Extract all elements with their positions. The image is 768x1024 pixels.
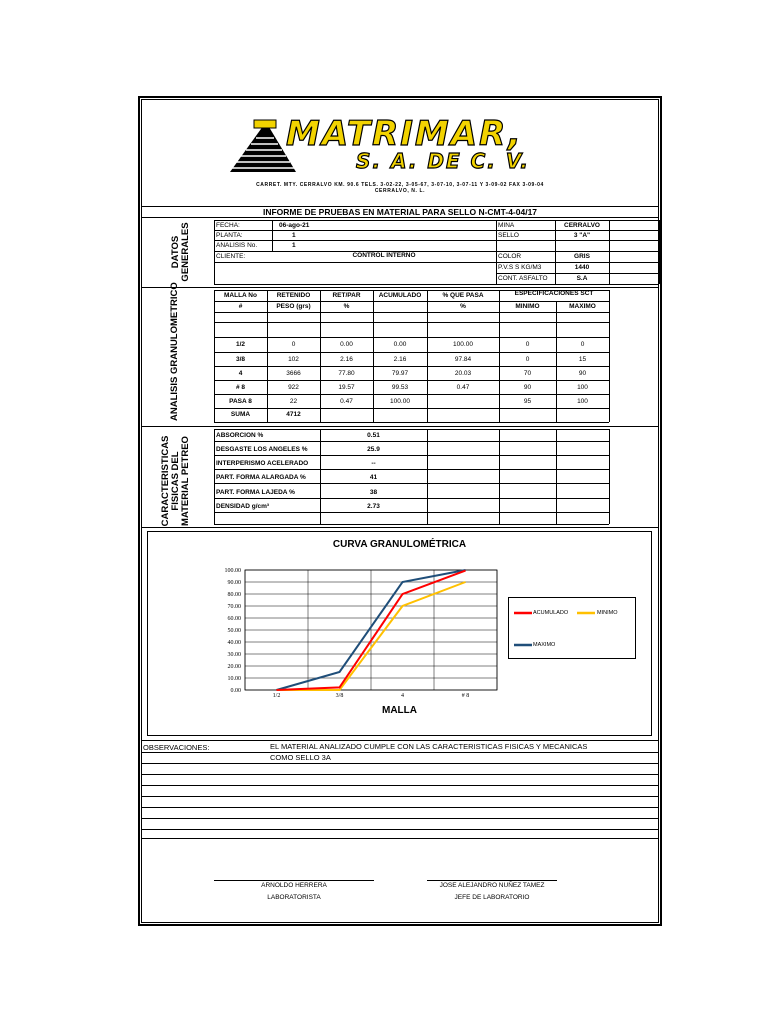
asfalto-value: S.A — [576, 275, 588, 282]
x-tick-label: 4 — [401, 693, 404, 699]
y-tick-label: 60.00 — [227, 616, 241, 622]
legend-minimo: MINIMO — [597, 610, 618, 616]
fisica-label: PART. FORMA ALARGADA % — [216, 474, 306, 481]
gran-cell: 70 — [523, 370, 532, 377]
gran-cell: 0 — [580, 341, 585, 348]
fisica-label: INTERPERISMO ACELERADO — [216, 460, 309, 467]
gran-cell: 0 — [525, 356, 530, 363]
fisicas-label-3: MATERIAL PETREO — [180, 436, 191, 526]
cliente-label: CLIENTE: — [216, 253, 246, 260]
hdr-que-pasa: % QUE PASA — [442, 292, 484, 299]
y-tick-label: 80.00 — [227, 592, 241, 598]
observaciones-line-1: EL MATERIAL ANALIZADO CUMPLE CON LAS CARACTERISTICAS FISICAS Y MECANICAS — [270, 742, 588, 751]
gran-cell: 100.00 — [390, 398, 410, 405]
hdr-retenido: RETENIDO — [276, 292, 311, 299]
hdr-especificaciones: ESPECIFICACIONES SCT — [514, 290, 594, 297]
gran-cell: 0 — [525, 341, 530, 348]
suma-label: SUMA — [230, 411, 251, 418]
hdr-peso: PESO (grs) — [276, 303, 311, 310]
y-tick-label: 10.00 — [227, 676, 241, 682]
y-tick-label: 50.00 — [227, 628, 241, 634]
hdr-acumulado: ACUMULADO — [378, 292, 422, 299]
gran-cell: 22 — [289, 398, 298, 405]
pvss-value: 1440 — [574, 264, 590, 271]
y-tick-label: 20.00 — [227, 664, 241, 670]
signer-1-name: ARNOLDO HERRERA — [261, 882, 327, 889]
fisicas-label-2: FISICAS DEL — [170, 451, 181, 511]
gran-cell: 0 — [291, 341, 296, 348]
gran-cell: 100 — [577, 398, 588, 405]
gran-cell: 3666 — [286, 370, 301, 377]
x-tick-label: 3/8 — [335, 693, 344, 699]
hdr-retpar: RET/PAR — [332, 292, 361, 299]
fisica-value: 25.9 — [367, 446, 380, 453]
observaciones-line-2: COMO SELLO 3A — [270, 753, 331, 762]
fecha-label: FECHA: — [216, 222, 240, 229]
planta-value: 1 — [292, 232, 296, 239]
gran-cell: 0.47 — [456, 384, 470, 391]
gran-cell: 100 — [577, 384, 588, 391]
sello-value: 3 "A" — [573, 232, 591, 239]
company-suffix: S. A. DE C. V. — [356, 149, 530, 173]
address-line-1: CARRET. MTY. CERRALVO KM. 90.6 TELS. 3-02-22, 3-05-67, 3-07-10, 3-07-11 Y 3-09-02 FAX 3-09-04 — [256, 182, 544, 188]
fisica-value: 38 — [369, 489, 378, 496]
gran-cell: 922 — [288, 384, 299, 391]
mina-value: CERRALVO — [564, 222, 600, 229]
y-tick-label: 0.00 — [230, 688, 241, 694]
gran-cell: 2.16 — [340, 356, 353, 363]
gran-cell: 90 — [523, 384, 532, 391]
hdr-pct: % — [343, 303, 350, 310]
pvss-label: P.V.S S KG/M3 — [498, 264, 542, 271]
gran-cell: 97.84 — [454, 356, 472, 363]
gran-cell: 4 — [238, 370, 243, 377]
fisicas-label-1: CARACTERISTICAS — [160, 435, 171, 527]
fisica-label: DESGASTE LOS ANGELES % — [216, 446, 308, 453]
gran-cell: 95 — [523, 398, 532, 405]
fecha-value: 06-ago-21 — [279, 222, 310, 229]
legend-maximo-swatch — [514, 643, 532, 647]
gran-cell: 20.03 — [454, 370, 472, 377]
gran-cell: 0.47 — [340, 398, 353, 405]
fisica-value: 41 — [369, 474, 378, 481]
hdr-minimo: MINIMO — [515, 303, 540, 310]
hdr-maximo: MAXIMO — [569, 303, 596, 310]
signer-2-name: JOSE ALEJANDRO NUÑEZ TAMEZ — [439, 882, 545, 889]
datos-generales-label: DATOS GENERALES — [170, 222, 191, 282]
gran-cell: 0.00 — [393, 341, 407, 348]
gran-cell: 15 — [578, 356, 587, 363]
x-tick-label: # 8 — [461, 693, 470, 699]
y-tick-label: 100.00 — [224, 568, 241, 574]
fisicas-label — [161, 426, 193, 536]
analisis-label: ANALISIS No. — [216, 242, 258, 249]
gran-cell: 3/8 — [235, 356, 246, 363]
gran-cell: 79.97 — [391, 370, 409, 377]
legend-acumulado-swatch — [514, 611, 532, 615]
fisica-label: DENSIDAD g/cm³ — [216, 503, 270, 510]
planta-label: PLANTA: — [216, 232, 243, 239]
color-value: GRIS — [574, 253, 590, 260]
company-name: MATRIMAR, — [286, 114, 523, 154]
hdr-pct2: % — [460, 303, 466, 310]
gran-cell: 2.16 — [393, 356, 407, 363]
y-tick-label: 40.00 — [227, 640, 241, 646]
y-tick-label: 70.00 — [227, 604, 241, 610]
cliente-value: CONTROL INTERNO — [352, 252, 416, 259]
legend-maximo: MAXIMO — [533, 642, 556, 648]
x-tick-label: 1/2 — [272, 693, 281, 699]
chart-legend — [508, 597, 636, 659]
gran-cell: 77.80 — [338, 370, 355, 377]
gran-cell: 99.53 — [391, 384, 409, 391]
suma-value: 4712 — [286, 411, 301, 418]
y-tick-label: 30.00 — [227, 652, 241, 658]
hdr-hash: # — [238, 303, 243, 310]
gran-cell: 0.00 — [340, 341, 353, 348]
gran-cell: # 8 — [235, 384, 246, 391]
gran-cell: 102 — [288, 356, 299, 363]
signature-line-2 — [427, 880, 557, 881]
observaciones-label: OBSERVACIONES: — [143, 743, 210, 752]
fisica-value: -- — [371, 460, 376, 467]
address-line-2: CERRALVO, N. L. — [374, 188, 426, 194]
gran-cell: PASA 8 — [229, 398, 252, 405]
chart-title: CURVA GRANULOMÉTRICA — [332, 539, 467, 550]
y-tick-label: 90.00 — [227, 580, 241, 586]
signature-line-1 — [214, 880, 374, 881]
gran-cell: 90 — [578, 370, 587, 377]
fisica-label: ABSORCION % — [216, 432, 264, 439]
signer-1-role: LABORATORISTA — [267, 894, 321, 901]
company-logo — [228, 114, 558, 180]
asfalto-label: CONT. ASFALTO — [498, 275, 548, 282]
gran-cell: 100.00 — [453, 341, 473, 348]
chart-xlabel: MALLA — [382, 705, 417, 716]
legend-acumulado: ACUMULADO — [533, 610, 569, 616]
gran-cell: 19.57 — [338, 384, 355, 391]
fisica-label: PART. FORMA LAJEDA % — [216, 489, 295, 496]
signer-2-role: JEFE DE LABORATORIO — [454, 894, 530, 901]
fisica-value: 2.73 — [367, 503, 380, 510]
sello-label: SELLO — [498, 232, 519, 239]
fisica-value: 0.51 — [367, 432, 380, 439]
mina-label: MINA — [498, 222, 515, 229]
analisis-value: 1 — [292, 242, 296, 249]
legend-minimo-swatch — [577, 611, 595, 615]
granulometrico-label: ANALISIS GRANULOMETRICO — [169, 282, 180, 421]
gran-cell: 1/2 — [235, 341, 246, 348]
hdr-malla: MALLA No — [224, 292, 257, 299]
report-title: INFORME DE PRUEBAS EN MATERIAL PARA SELLO N-CMT-4-04/17 — [262, 207, 538, 217]
color-label: COLOR — [498, 253, 522, 260]
